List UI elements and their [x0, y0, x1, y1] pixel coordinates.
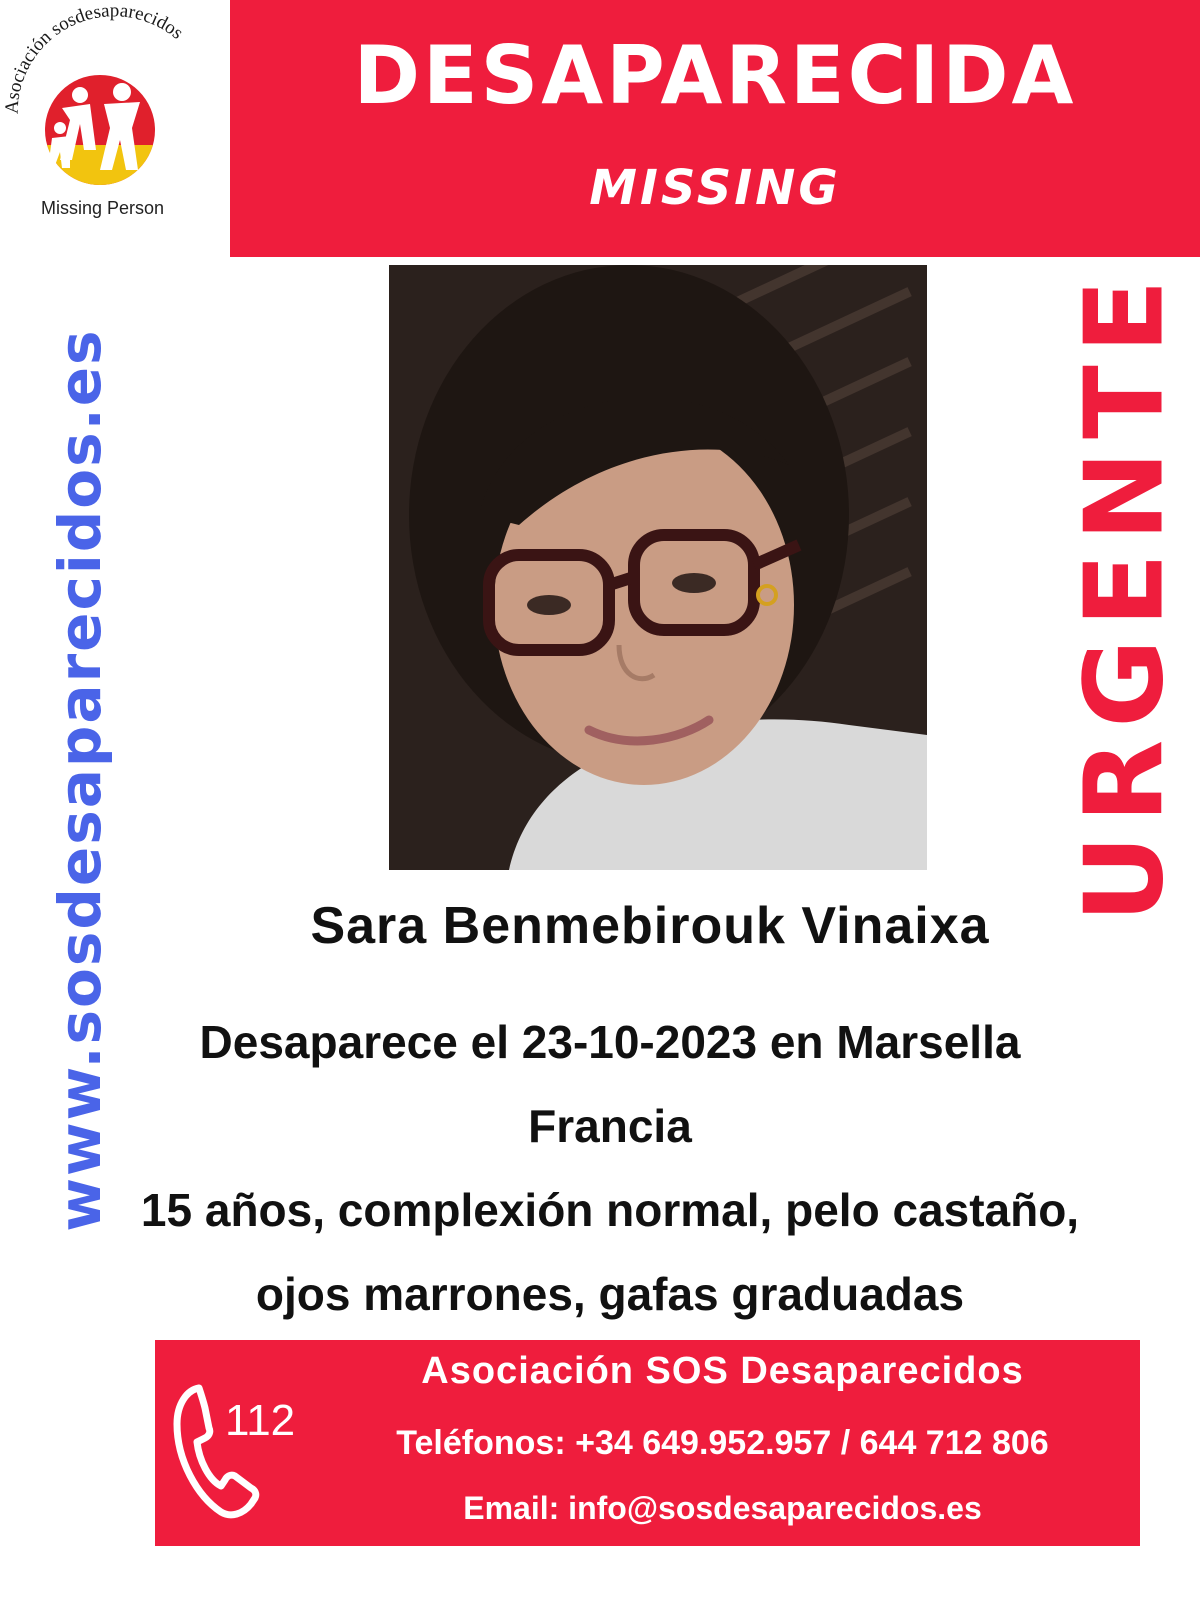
poster-subtitle: MISSING [589, 160, 841, 216]
physical-description-cont: ojos marrones, gafas graduadas [255, 1268, 965, 1320]
physical-description: 15 años, complexión normal, pelo castaño, [140, 1184, 1080, 1236]
header-banner [230, 0, 1200, 257]
poster-title: DESAPARECIDA [353, 29, 1077, 122]
contact-phones[interactable]: Teléfonos: +34 649.952.957 / 644 712 806 [396, 1424, 1049, 1462]
emergency-number: 112 [225, 1396, 296, 1445]
person-details [100, 1000, 1120, 1336]
logo-arc-text: Asociación sosdesaparecidos [1, 0, 188, 115]
disappearance-date-location: Desaparece el 23-10-2023 en Marsella [199, 1016, 1021, 1068]
contact-organization: Asociación SOS Desaparecidos [421, 1350, 1024, 1392]
person-name: Sara Benmebirouk Vinaixa [310, 897, 990, 955]
logo-caption: Missing Person [40, 198, 165, 218]
website-link[interactable]: www.sosdesaparecidos.es [46, 328, 114, 1232]
contact-box [155, 1340, 1140, 1546]
contact-email[interactable]: Email: info@sosdesaparecidos.es [463, 1490, 982, 1526]
urgent-label: URGENTE [1062, 267, 1188, 923]
missing-person-photo [389, 265, 927, 870]
association-logo [0, 0, 230, 250]
disappearance-country: Francia [528, 1100, 692, 1152]
